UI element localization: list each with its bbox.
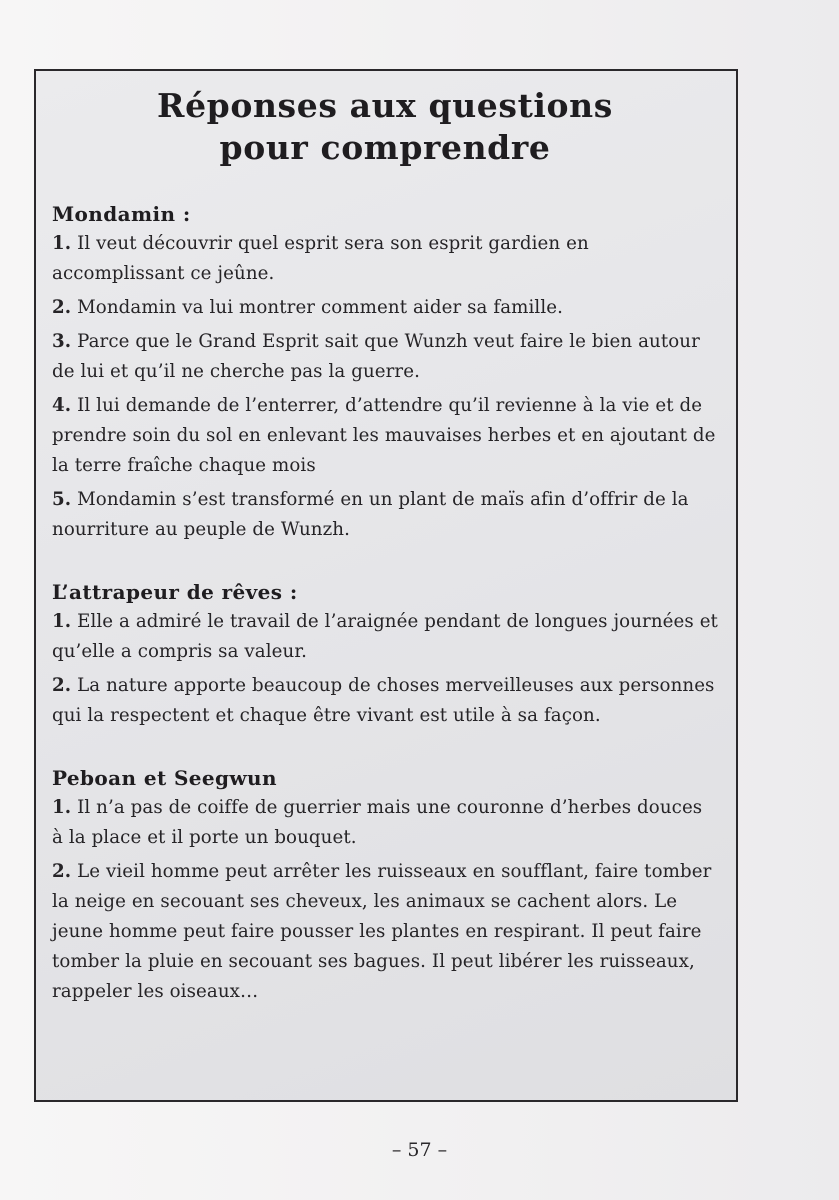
- answer-item: [52, 293, 718, 323]
- page-title: [52, 85, 718, 169]
- answer-text: Il veut découvrir quel esprit sera son esprit gardien en accomplissant ce jeûne.: [52, 233, 589, 284]
- answer-item: [52, 671, 718, 731]
- answer-number: 2.: [52, 861, 72, 882]
- section-heading: L’attrapeur de rêves :: [52, 580, 298, 604]
- answer-item: [52, 391, 718, 481]
- answer-item: [52, 327, 718, 387]
- answer-number: 4.: [52, 395, 72, 416]
- answer-text: Il n’a pas de coiffe de guerrier mais une couronne d’herbes douces à la place et il porte un bouquet.: [52, 797, 703, 848]
- answer-text: Mondamin s’est transformé en un plant de maïs afin d’offrir de la nourriture au peuple de Wunzh.: [52, 489, 689, 540]
- answer-number: 2.: [52, 297, 72, 318]
- answer-text: Il lui demande de l’enterrer, d’attendre qu’il revienne à la vie et de prendre soin du sol en enlevant les mauvaises herbes et en ajoutant de la terre fraîche chaque mois: [52, 395, 716, 476]
- page-number: – 57 –: [391, 1139, 448, 1161]
- answer-text: Mondamin va lui montrer comment aider sa famille.: [77, 297, 563, 318]
- answer-number: 5.: [52, 489, 72, 510]
- title-line-1: Réponses aux questions: [157, 86, 613, 125]
- section-heading: Mondamin :: [52, 202, 191, 226]
- answer-text: Elle a admiré le travail de l’araignée pendant de longues journées et qu’elle a compris sa valeur.: [52, 611, 718, 662]
- answer-item: [52, 229, 718, 289]
- answer-text: Le vieil homme peut arrêter les ruisseaux en soufflant, faire tomber la neige en secouant ses cheveux, les animaux se cachent alors. Le jeune homme peut faire pousser les plantes en respirant. Il peut faire tomber la pluie en secouant ses bagues. Il peut libérer les ruisseaux, rappeler les oiseaux…: [52, 861, 712, 1002]
- answer-text: Parce que le Grand Esprit sait que Wunzh veut faire le bien autour de lui et qu’il ne cherche pas la guerre.: [52, 331, 700, 382]
- answer-text: La nature apporte beaucoup de choses merveilleuses aux personnes qui la respectent et chaque être vivant est utile à sa façon.: [52, 675, 715, 726]
- answer-item: [52, 485, 718, 545]
- answer-number: 1.: [52, 233, 72, 254]
- answer-item: [52, 793, 718, 853]
- section-mondamin: [52, 199, 718, 545]
- section-attrapeur-de-reves: [52, 577, 718, 731]
- answer-number: 1.: [52, 611, 72, 632]
- answers-box: [34, 69, 738, 1102]
- title-line-2: pour comprendre: [219, 128, 551, 167]
- answer-item: [52, 857, 718, 1007]
- answer-number: 3.: [52, 331, 72, 352]
- section-peboan-et-seegwun: [52, 763, 718, 1007]
- answer-number: 2.: [52, 675, 72, 696]
- section-heading: Peboan et Seegwun: [52, 766, 277, 790]
- answer-number: 1.: [52, 797, 72, 818]
- answer-item: [52, 607, 718, 667]
